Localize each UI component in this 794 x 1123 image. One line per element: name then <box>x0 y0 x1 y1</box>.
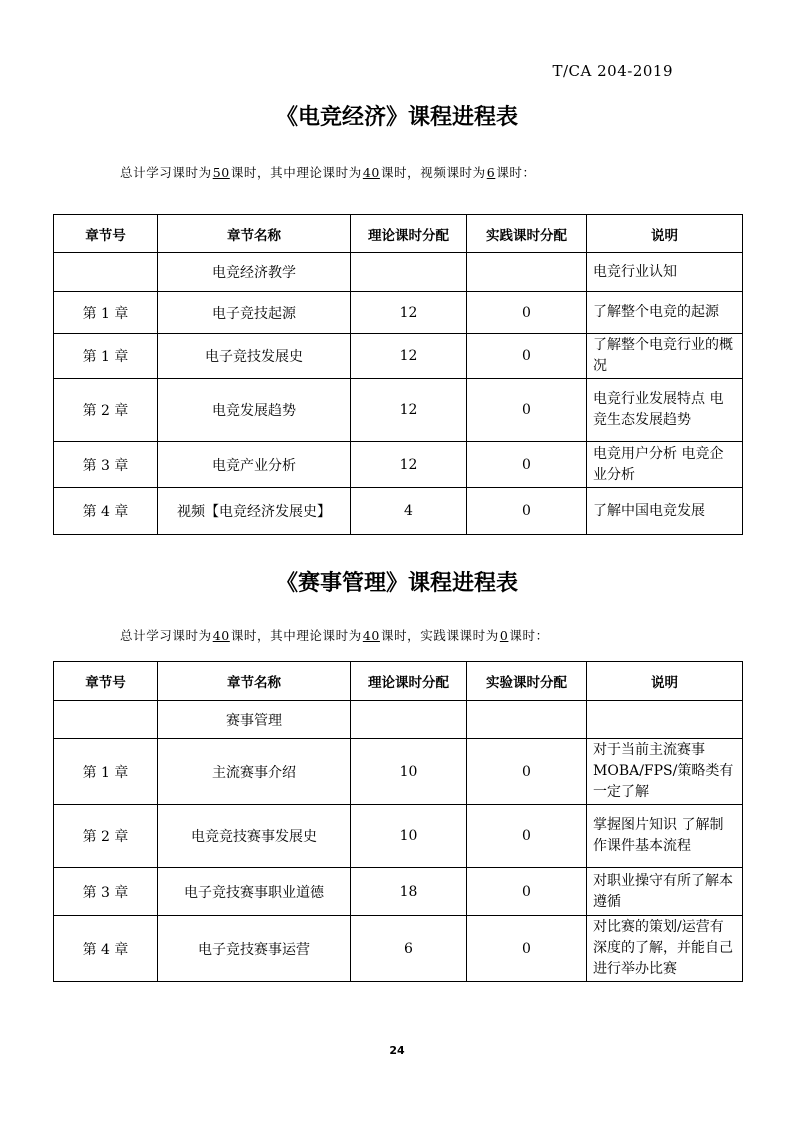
cell-theory: 10 <box>351 805 467 868</box>
table-row <box>54 442 743 488</box>
header-chapter: 章节号 <box>54 662 158 701</box>
cell-practice: 0 <box>467 442 587 488</box>
cell-desc: 对于当前主流赛事 MOBA/FPS/策略类有一定了解 <box>587 739 743 805</box>
header-name: 章节名称 <box>158 662 351 701</box>
header-desc: 说明 <box>587 215 743 253</box>
table-row <box>54 805 743 868</box>
cell-practice: 0 <box>467 334 587 379</box>
cell-practice <box>467 253 587 292</box>
cell-theory: 18 <box>351 868 467 916</box>
cell-practice: 0 <box>467 292 587 334</box>
cell-theory <box>351 701 467 739</box>
cell-name: 电子竞技赛事职业道德 <box>158 868 351 916</box>
table-row <box>54 739 743 805</box>
cell-desc: 对职业操守有所了解本遵循 <box>587 868 743 916</box>
cell-desc: 电竞行业认知 <box>587 253 743 292</box>
cell-desc: 对比赛的策划/运营有深度的了解，并能自己进行举办比赛 <box>587 916 743 982</box>
cell-chapter: 第 4 章 <box>54 488 158 535</box>
cell-chapter: 第 1 章 <box>54 739 158 805</box>
cell-theory: 12 <box>351 334 467 379</box>
cell-theory: 6 <box>351 916 467 982</box>
header-desc: 说明 <box>587 662 743 701</box>
cell-name: 视频【电竞经济发展史】 <box>158 488 351 535</box>
cell-name: 电竞产业分析 <box>158 442 351 488</box>
table-header-row <box>54 662 743 701</box>
cell-chapter: 第 2 章 <box>54 805 158 868</box>
cell-theory: 12 <box>351 379 467 442</box>
header-name: 章节名称 <box>158 215 351 253</box>
cell-desc: 了解整个电竞行业的概况 <box>587 334 743 379</box>
cell-name: 电子竞技发展史 <box>158 334 351 379</box>
cell-practice: 0 <box>467 805 587 868</box>
section1-title: 《电竞经济》课程进程表 <box>275 105 518 130</box>
cell-name: 电竞发展趋势 <box>158 379 351 442</box>
header-theory: 理论课时分配 <box>351 215 467 253</box>
page-number: 24 <box>389 1044 405 1057</box>
cell-desc: 电竞用户分析 电竞企业分析 <box>587 442 743 488</box>
cell-practice: 0 <box>467 868 587 916</box>
cell-name: 电竞经济教学 <box>158 253 351 292</box>
cell-practice: 0 <box>467 488 587 535</box>
header-theory: 理论课时分配 <box>351 662 467 701</box>
cell-desc: 掌握图片知识 了解制作课件基本流程 <box>587 805 743 868</box>
standard-code: T/CA 204-2019 <box>552 62 673 80</box>
table-row <box>54 701 743 739</box>
cell-name: 电子竞技起源 <box>158 292 351 334</box>
table-row <box>54 379 743 442</box>
cell-practice <box>467 701 587 739</box>
cell-chapter: 第 3 章 <box>54 868 158 916</box>
cell-name: 电竞竞技赛事发展史 <box>158 805 351 868</box>
table-row <box>54 253 743 292</box>
cell-desc <box>587 701 743 739</box>
table-header-row <box>54 215 743 253</box>
cell-desc: 电竞行业发展特点 电竞生态发展趋势 <box>587 379 743 442</box>
cell-chapter <box>54 701 158 739</box>
cell-name: 赛事管理 <box>158 701 351 739</box>
section2-table <box>53 661 743 982</box>
header-chapter: 章节号 <box>54 215 158 253</box>
cell-theory: 12 <box>351 442 467 488</box>
table-row <box>54 916 743 982</box>
cell-chapter: 第 1 章 <box>54 334 158 379</box>
cell-desc: 了解中国电竞发展 <box>587 488 743 535</box>
table-row <box>54 292 743 334</box>
header-practice: 实践课时分配 <box>467 215 587 253</box>
cell-chapter: 第 4 章 <box>54 916 158 982</box>
cell-practice: 0 <box>467 739 587 805</box>
table-row <box>54 868 743 916</box>
cell-name: 主流赛事介绍 <box>158 739 351 805</box>
cell-desc: 了解整个电竞的起源 <box>587 292 743 334</box>
cell-theory: 10 <box>351 739 467 805</box>
section1-summary: 总计学习课时为50课时，其中理论课时为40课时，视频课时为6课时： <box>120 165 536 180</box>
table-row <box>54 334 743 379</box>
cell-chapter: 第 1 章 <box>54 292 158 334</box>
section2-summary: 总计学习课时为40课时，其中理论课时为40课时，实践课课时为0课时： <box>120 628 549 643</box>
cell-chapter <box>54 253 158 292</box>
cell-practice: 0 <box>467 379 587 442</box>
table-row <box>54 488 743 535</box>
cell-name: 电子竞技赛事运营 <box>158 916 351 982</box>
cell-theory: 4 <box>351 488 467 535</box>
cell-chapter: 第 2 章 <box>54 379 158 442</box>
cell-chapter: 第 3 章 <box>54 442 158 488</box>
section1-table <box>53 214 743 535</box>
cell-practice: 0 <box>467 916 587 982</box>
cell-theory: 12 <box>351 292 467 334</box>
header-practice: 实验课时分配 <box>467 662 587 701</box>
cell-theory <box>351 253 467 292</box>
section2-title: 《赛事管理》课程进程表 <box>275 571 518 596</box>
